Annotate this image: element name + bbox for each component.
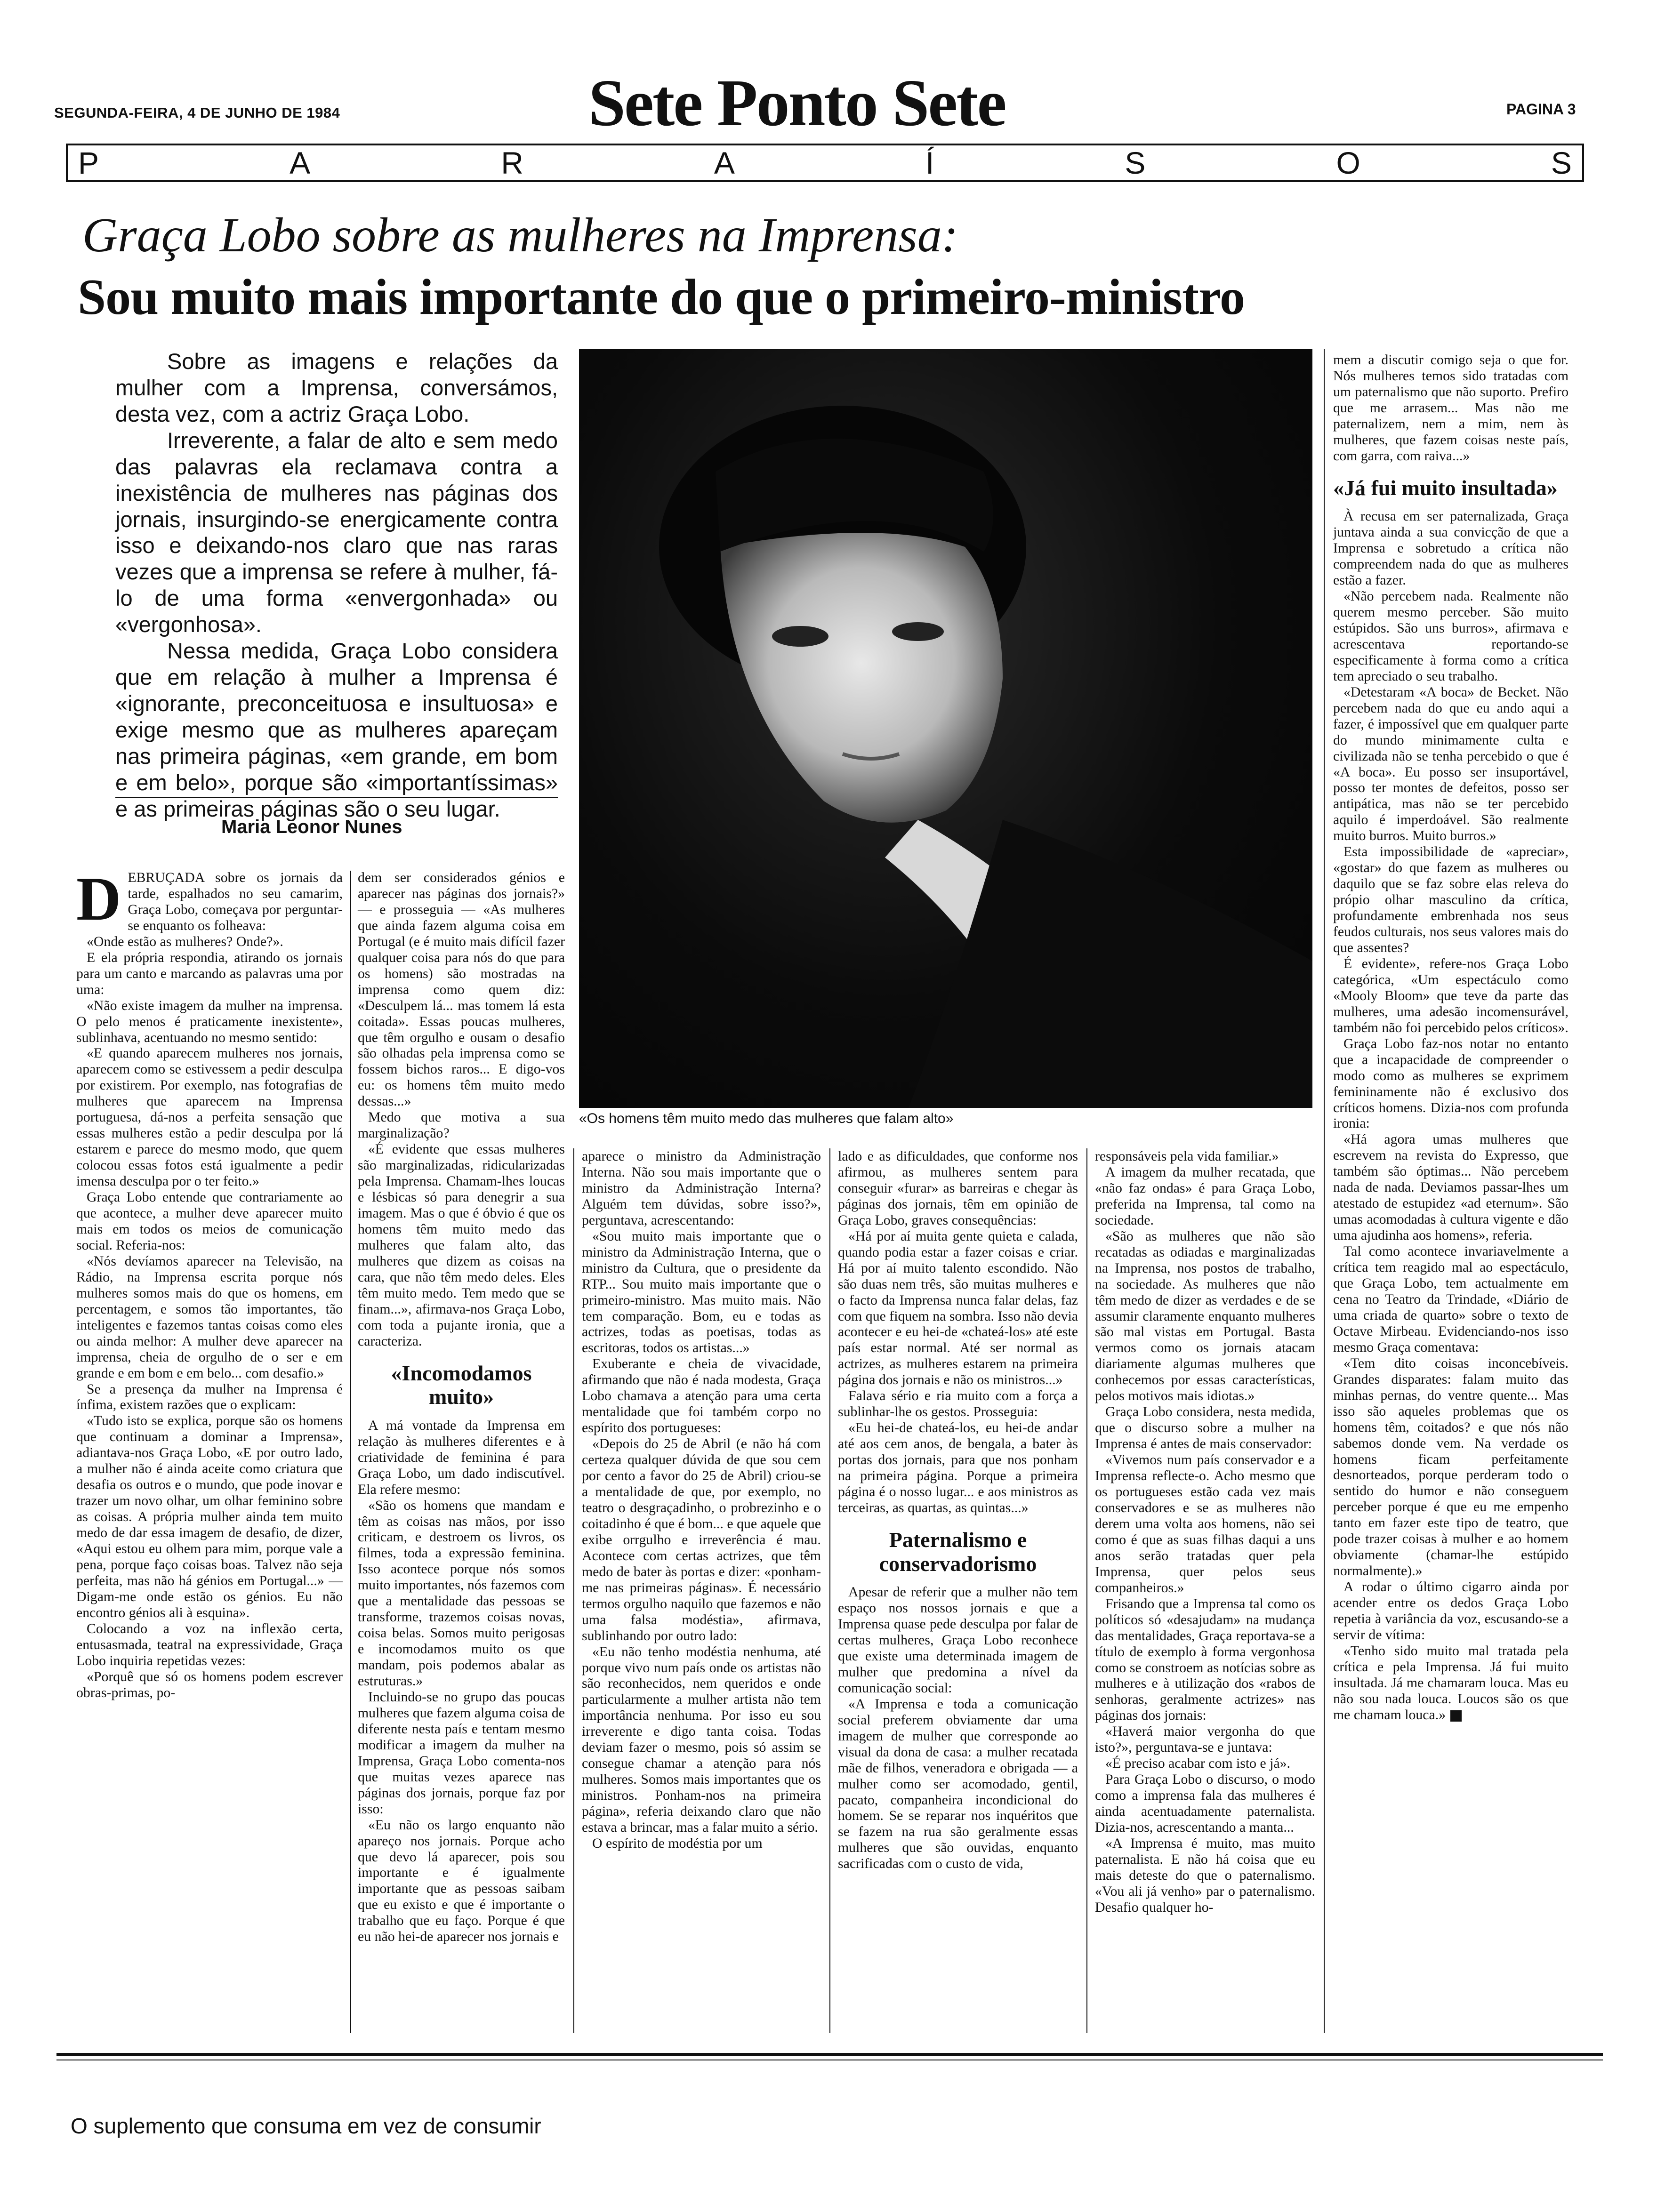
paragraph: A imagem da mulher recatada, que «não faz ondas» é para Graça Lobo, preferida na Imprensa, tal como na sociedade.: [1095, 1164, 1315, 1228]
paragraph: «Não existe imagem da mulher na imprensa. O pelo menos é praticamente inexistente», sublinhava, acentuando no mesmo sentido:: [76, 997, 343, 1045]
paragraph: «E quando aparecem mulheres nos jornais, aparecem como se estivessem a pedir desculpa por existirem. Por exemplo, nas fotografias de mulheres que aparecem na Imprensa portuguesa, dá-nos a perfeita sensação que essas mulheres estão a pedir desculpa por lá estarem e parece do mesmo modo, que quem colocou essas fotos está igualmente a pedir imensa desculpa por o ter feito.»: [76, 1045, 343, 1189]
end-of-article-mark: [1450, 1710, 1462, 1722]
paragraph: «É preciso acabar com isto e já».: [1105, 1755, 1290, 1771]
photo-caption: «Os homens têm muito medo das mulheres que falam alto»: [579, 1111, 954, 1126]
article-lead: [115, 348, 558, 822]
portrait-illustration: [579, 349, 1312, 1108]
paragraph: Apesar de referir que a mulher não tem espaço nos nossos jornais e que a Imprensa quase pede desculpa por falar de certas mulheres, Graça Lobo reconhece que existe uma determinada imagem de mulher que predomina a nível da comunicação social:: [838, 1584, 1078, 1696]
paragraph: Graça Lobo considera, nesta medida, que o discurso sobre a mulher na Imprensa é antes de mais conservador:: [1095, 1404, 1315, 1452]
paragraph: Incluindo-se no grupo das poucas mulheres que fazem alguma coisa de diferente nesta país e tentam mesmo modificar a imagem da mulher na Imprensa, Graça Lobo comenta-nos que muitas vezes aparece nas páginas dos jornais, porque faz por isso:: [358, 1689, 565, 1817]
paragraph: A rodar o último cigarro ainda por acender entre os dedos Graça Lobo repetia à variância da voz, escusando-se a servir de vítima:: [1333, 1579, 1569, 1643]
paragraph: Exuberante e cheia de vivacidade, afirmando que não é nada modesta, Graça Lobo chamava a atenção para uma certa mentalidade que foi também corpo no espírito dos portugueses:: [582, 1356, 821, 1436]
paragraph: Graça Lobo entende que contrariamente ao que acontece, a mulher deve aparecer muito mais em todos os meios de comunicação social. Referia-nos:: [76, 1189, 343, 1253]
paragraph: «Detestaram «A boca» de Becket. Não percebem nada do que eu ando aqui a fazer, é impossível que em qualquer parte do mundo minimamente culta e civilizada não se tenha percebido o que é «A boca». Eu posso ser insuportável, posso ter montes de defeitos, posso ser antipática, mas não se ter percebido aquilo é imperdoável. São realmente muito burros. Muito burros.»: [1333, 684, 1569, 844]
subheading: Paternalismo e conservadorismo: [879, 1527, 1037, 1576]
column-divider: [350, 871, 351, 2033]
article-column-5: [1095, 1148, 1315, 1915]
paragraph: responsáveis pela vida familiar.»: [1095, 1148, 1279, 1164]
lead-paragraph: Nessa medida, Graça Lobo considera que em relação à mulher a Imprensa é «ignorante, preconceituosa e insultuosa» e exige mesmo que as mulheres apareçam nas primeira páginas, «em grande, em bom e em belo», porque são «importantíssimas» e as primeiras páginas são o seu lugar.: [115, 638, 558, 821]
article-column-1: [76, 864, 343, 1701]
paragraph: Para Graça Lobo o discurso, o modo como a imprensa fala das mulheres é ainda acentuadamente paternalista. Dizia-nos, acrescentando a manta...: [1095, 1771, 1315, 1835]
paragraph: Graça Lobo faz-nos notar no entanto que a incapacidade de compreender o modo como as mulheres se exprimem femininamente não é exclusivo dos críticos homens. Dizia-nos com profunda ironia:: [1333, 1035, 1569, 1131]
paragraph: «Sou muito mais importante que o ministro da Administração Interna, que o ministro da Cultura, que o presidente da RTP... Sou muito mais importante que o primeiro-ministro. Mas muito mais. Não tem comparação. Bom, eu e todas as actrizes, todas as poetisas, todas as escritoras, todos os artistas...»: [582, 1228, 821, 1356]
section-letter: O: [1336, 145, 1360, 180]
paragraph: «Eu hei-de chateá-los, eu hei-de andar até aos cem anos, de bengala, a bater às portas dos jornais, para que nos ponham na primeira página. Porque a primeira página é o nosso lugar... e aos ministros as terceiras, as quartas, as quintas...»: [838, 1420, 1078, 1515]
paragraph: Falava sério e ria muito com a força a sublinhar-lhe os gestos. Prosseguia:: [838, 1388, 1078, 1420]
bottom-rule: [56, 2053, 1603, 2056]
paragraph: Colocando a voz na inflexão certa, entusasmada, teatral na expressividade, Graça Lobo inquiria repetidas vezes:: [76, 1620, 343, 1668]
paragraph: «A Imprensa e toda a comunicação social preferem obviamente dar uma imagem de mulher que corresponde ao visual da dona de casa: a mulher recatada mãe de filhos, veneradora e obrigada — a mulher como ser acomodado, gentil, pacato, companheira incondicional do homem. Se se reparar nos inquéritos que se fazem na rua são geralmente essas mulheres que são ouvidas, enquanto sacrificadas com o custo de vida,: [838, 1696, 1078, 1872]
column-divider: [829, 1148, 830, 2033]
newspaper-title: Sete Ponto Sete: [588, 65, 1005, 140]
subheading: «Incomodamos muito»: [391, 1361, 532, 1409]
paragraph: «Porquê que só os homens podem escrever obras-primas, po-: [76, 1668, 343, 1700]
paragraph: «Vivemos num país conservador e a Imprensa reflecte-o. Acho mesmo que os portugueses estão cada vez mais conservadores e se as mulheres não derem uma volta aos homens, não sei como é que as suas filhas daqui a uns anos serão tratadas quer pela Imprensa, quer pelos seus companheiros.»: [1095, 1452, 1315, 1595]
paragraph: A má vontade da Imprensa em relação às mulheres diferentes e à criatividade de feminina é para Graça Lobo, um dado indiscutível. Ela refere mesmo:: [358, 1417, 565, 1497]
paragraph: lado e as dificuldades, que conforme nos afirmou, as mulheres sentem para conseguir «furar» as barreiras e chegar às páginas dos jornais, têm em opinião de Graça Lobo, graves consequências:: [838, 1148, 1078, 1228]
portrait-photo: [579, 349, 1312, 1108]
article-byline: Maria Leonor Nunes: [221, 817, 402, 837]
paragraph: Se a presença da mulher na Imprensa é ínfima, existem razões que o explicam:: [76, 1381, 343, 1413]
article-column-2: [358, 870, 565, 1945]
section-letter: A: [290, 145, 311, 180]
subheading: «Já fui muito insultada»: [1333, 475, 1558, 500]
paragraph: aparece o ministro da Administração Interna. Não sou mais importante que o ministro da Administração Interna? Alguém tem dúvidas, sobre isso?», perguntava, acrescentando:: [582, 1148, 821, 1228]
article-headline: Sou muito mais importante do que o primeiro-ministro: [78, 269, 1245, 325]
section-letter: R: [501, 145, 523, 180]
paragraph: [1333, 1643, 1569, 1723]
paragraph: «Eu não tenho modéstia nenhuma, até porque vivo num país onde os artistas não são reconhecidos, nem queridos e onde particularmente a mulher artista não tem importância nenhuma. Por isso eu sou irreverente e digo tanta coisa. Todas deviam fazer o mesmo, pois só assim se consegue chamar a atenção para nós mulheres. Somos mais importantes que os ministros. Ponham-nos na primeira página», referia deixando claro que não estava a brincar, mas a falar muito a sério.: [582, 1643, 821, 1835]
paragraph: «É evidente que essas mulheres são marginalizadas, ridicularizadas pela Imprensa. Chamam-lhes loucas e lésbicas só para denegrir a sua imagem. Mas o que é óbvio é que os homens têm muito medo das mulheres que falam alto, das mulheres que dizem as coisas na cara, que não têm medo deles. Eles têm muito medo. Tem medo que se finam...», afirmava-nos Graça Lobo, com toda a pujante ironia, que a caracteriza.: [358, 1141, 565, 1349]
issue-date: SEGUNDA-FEIRA, 4 DE JUNHO DE 1984: [54, 104, 340, 121]
article-kicker: Graça Lobo sobre as mulheres na Imprensa:: [82, 208, 958, 262]
paragraph: «Onde estão as mulheres? Onde?».: [87, 933, 283, 949]
column-divider: [573, 1148, 574, 2033]
paragraph: Frisando que a Imprensa tal como os políticos só «desajudam» na mudança das mentalidades, Graça reportava-se a título de exemplo à forma vergonhosa como se constroem as notícias sobre as mulheres e à utilização dos «rabos de senhoras, geralmente actrizes» nas páginas dos jornais:: [1095, 1595, 1315, 1723]
column-divider: [1324, 349, 1325, 2033]
paragraph-text: «Tenho sido muito mal tratada pela crítica e pela Imprensa. Já fui muito insultada. Já me chamaram louca. Mas eu não sou nada louca. Loucos são os que me chamam louca.»: [1333, 1643, 1569, 1723]
drop-cap: D: [76, 864, 121, 933]
paragraph: À recusa em ser paternalizada, Graça juntava ainda a sua convicção de que a Imprensa e sobretudo a crítica não compreendem nada do que as mulheres estão a fazer.: [1333, 508, 1569, 588]
lead-paragraph: Irreverente, a falar de alto e sem medo das palavras ela reclamava contra a inexistência de mulheres nas páginas dos jornais, insurgindo-se energicamente contra isso e deixando-nos claro que nas raras vezes que a imprensa se refere à mulher, fá-lo de uma forma «envergonhada» ou «vergonhosa».: [115, 427, 558, 637]
section-letter: P: [78, 145, 99, 180]
paragraph: «Haverá maior vergonha do que isto?», perguntava-se e juntava:: [1095, 1723, 1315, 1755]
lead-paragraph: Sobre as imagens e relações da mulher com a Imprensa, conversámos, desta vez, com a actriz Graça Lobo.: [115, 349, 558, 426]
section-letter: S: [1125, 145, 1146, 180]
paragraph: E ela própria respondia, atirando os jornais para um canto e marcando as palavras uma por uma:: [76, 949, 343, 997]
paragraph: «São as mulheres que não são recatadas as odiadas e marginalizadas na Imprensa, nos postos de trabalho, na sociedade. As mulheres que não têm medo de dizer as verdades e de se assumir claramente enquanto mulheres são mal vistas em Portugal. Basta vermos como os jornais atacam diariamente algumas mulheres que conhecemos por essas características, pelos motivos mais idiotas.»: [1095, 1228, 1315, 1404]
section-letter: Í: [925, 145, 934, 180]
paragraph: mem a discutir comigo seja o que for. Nós mulheres temos sido tratadas com um paternalismo que não suporto. Prefiro que me arrasem... Mas não me paternalizem, nem a mim, nem às mulheres, que fazem coisas neste país, com garra, com raiva...»: [1333, 352, 1569, 464]
paragraph: O espírito de modéstia por um: [592, 1835, 763, 1851]
paragraph: «A Imprensa é muito, mas muito paternalista. E não há coisa que eu mais deteste do que o paternalismo. «Vou ali já venho» par o paternalismo. Desafio qualquer ho-: [1095, 1835, 1315, 1915]
article-column-4: [838, 1148, 1078, 1872]
article-column-3: [582, 1148, 821, 1851]
article-column-6: [1333, 352, 1569, 1723]
paragraph: Tal como acontece invariavelmente a crítica tem reagido mal ao espectáculo, que Graça Lobo, tem actualmente em cena no Teatro da Trindade, «Diário de uma criada de quarto» sobre o texto de Octave Mirbeau. Evidenciando-nos isso mesmo Graça comentava:: [1333, 1243, 1569, 1355]
section-banner: [66, 144, 1584, 182]
paragraph: «Há agora umas mulheres que escrevem na revista do Expresso, que também são óptimas... Não percebem nada de nada. Deviamos passar-lhes um atestado de estupidez «ad eternum». São umas acomodadas à cultura vigente e dão uma ajudinha aos homens», referia.: [1333, 1131, 1569, 1243]
paragraph: «Tudo isto se explica, porque são os homens que continuam a dominar a Imprensa», adiantava-nos Graça Lobo, «E por outro lado, a mulher não é ainda aceite como criatura que desafia os outros e o mundo, que pode inovar e trazer um novo olhar, um olhar feminino sobre as coisas. A própria mulher ainda tem muito medo de dar essa imagem de desafio, de dizer, «Aqui estou eu olhem para mim, porque vale a pena, porque faço coisas boas. Talvez não seja perfeita, mas não há génios em Portugal...» — Digam-me onde estão os génios. Eu não encontro génios ali à esquina».: [76, 1413, 343, 1620]
page-number: PAGINA 3: [1506, 101, 1576, 118]
paragraph: «Depois do 25 de Abril (e não há com certeza qualquer dúvida de que sou cem por cento a favor do 25 de Abril) criou-se a mentalidade de que, por exemplo, no teatro o desgraçadinho, o probrezinho e o coitadinho é que é bom... e que aquele que exibe orrgulho e irreverência é mau. Acontece com certas actrizes, que têm medo de bater às portas e dizer: «ponham-me nas primeiras páginas». É necessário termos orgulho naquilo que fazemos e não uma falsa modéstia», afirmava, sublinhando por outro lado:: [582, 1436, 821, 1643]
paragraph: «Nós devíamos aparecer na Televisão, na Rádio, na Imprensa escrita porque nós mulheres somos mais do que os homens, em percentagem, e somos tão importantes, tão inteligentes e fazemos tantas coisas como eles ou ainda melhor: A mulher deve aparecer na imprensa, cheia de orgulho de o ser e em grande e em bom e em belo... com desafio.»: [76, 1253, 343, 1381]
paragraph: EBRUÇADA sobre os jornais da tarde, espalhados no seu camarim, Graça Lobo, começava por perguntar-se enquanto os folheava:: [128, 870, 343, 933]
paragraph: «Há por aí muita gente quieta e calada, quando podia estar a fazer coisas e criar. Há por aí muito talento escondido. Não são duas nem três, são muitas mulheres e o facto da Imprensa nunca falar delas, faz com que fiquem na sombra. Isso não devia acontecer e eu hei-de «chateá-los» até este país estar normal. Até ser normal as actrizes, as mulheres estarem na primeira página dos jornais e não os ministros...»: [838, 1228, 1078, 1388]
paragraph: «Não percebem nada. Realmente não querem mesmo perceber. São muito estúpidos. São uns burros», afirmava e acrescentava reportando-se especificamente à forma como a crítica tem apreciado o seu trabalho.: [1333, 588, 1569, 684]
section-letter: A: [714, 145, 735, 180]
paragraph: dem ser considerados génios e aparecer nas páginas dos jornais?» — e prosseguia — «As mulheres que ainda fazem alguma coisa em Portugal (e é muito mais difícil fazer qualquer coisa para nós do que para os homens) são mostradas na imprensa como quem diz: «Desculpem lá... mas tomem lá esta coitada». Essas poucas mulheres, que têm orgulho e ousam o desafio são olhadas pela imprensa como se fossem bichos raros... E digo-vos eu: os homens têm muito medo dessas...»: [358, 870, 565, 1109]
byline-divider: [115, 797, 558, 798]
paragraph: Medo que motiva a sua marginalização?: [358, 1109, 565, 1141]
paragraph: Esta impossibilidade de «apreciar», «gostar» do que fazem as mulheres ou daquilo que se faz sobre elas releva do própio olhar masculino da crítica, profundamente embrenhada nos seus feudos culturais, nos seus valores mais do que assentes?: [1333, 844, 1569, 955]
paragraph: «Eu não os largo enquanto não apareço nos jornais. Porque acho que devo lá aparecer, pois sou importante e é igualmente importante que as pessoas saibam que eu existo e que é importante o trabalho que eu faço. Porque é que eu não hei-de aparecer nos jornais e: [358, 1817, 565, 1945]
paragraph: «Tem dito coisas inconcebíveis. Grandes disparates: falam muito das minhas pernas, do ventre quente... Mas isso são aqueles problemas que os homens têm, coitados? e que nós não sabemos donde vem. Na verdade os homens ficam perfeitamente desnorteados, porque perderam todo o sentido do humor e não conseguem perceber porque é que eu me empenho tanto em fazer este tipo de teatro, que pode trazer coisas à mulher e ao homem obviamente (chamar-lhe estúpido normalmente).»: [1333, 1355, 1569, 1579]
paragraph: É evidente», refere-nos Graça Lobo categórica, «Um espectáculo como «Mooly Bloom» que teve da parte das mulheres, uma adesão incomensurável, também não foi percebido pelos críticos».: [1333, 955, 1569, 1035]
footer-tagline: O suplemento que consuma em vez de consumir: [71, 2114, 541, 2138]
column-divider: [1086, 1148, 1087, 2033]
section-letter: S: [1551, 145, 1572, 180]
paragraph: «São os homens que mandam e têm as coisas nas mãos, por isso criticam, e destroem os livros, os filmes, toda a expressão feminina. Isso acontece porque nós somos muito importantes, nós fazemos com que a mentalidade das pessoas se transforme, trazemos coisas novas, coisa belas. Somos muito perigosas e incomodamos muito os que mandam, pois podemos abalar as estruturas.»: [358, 1497, 565, 1689]
